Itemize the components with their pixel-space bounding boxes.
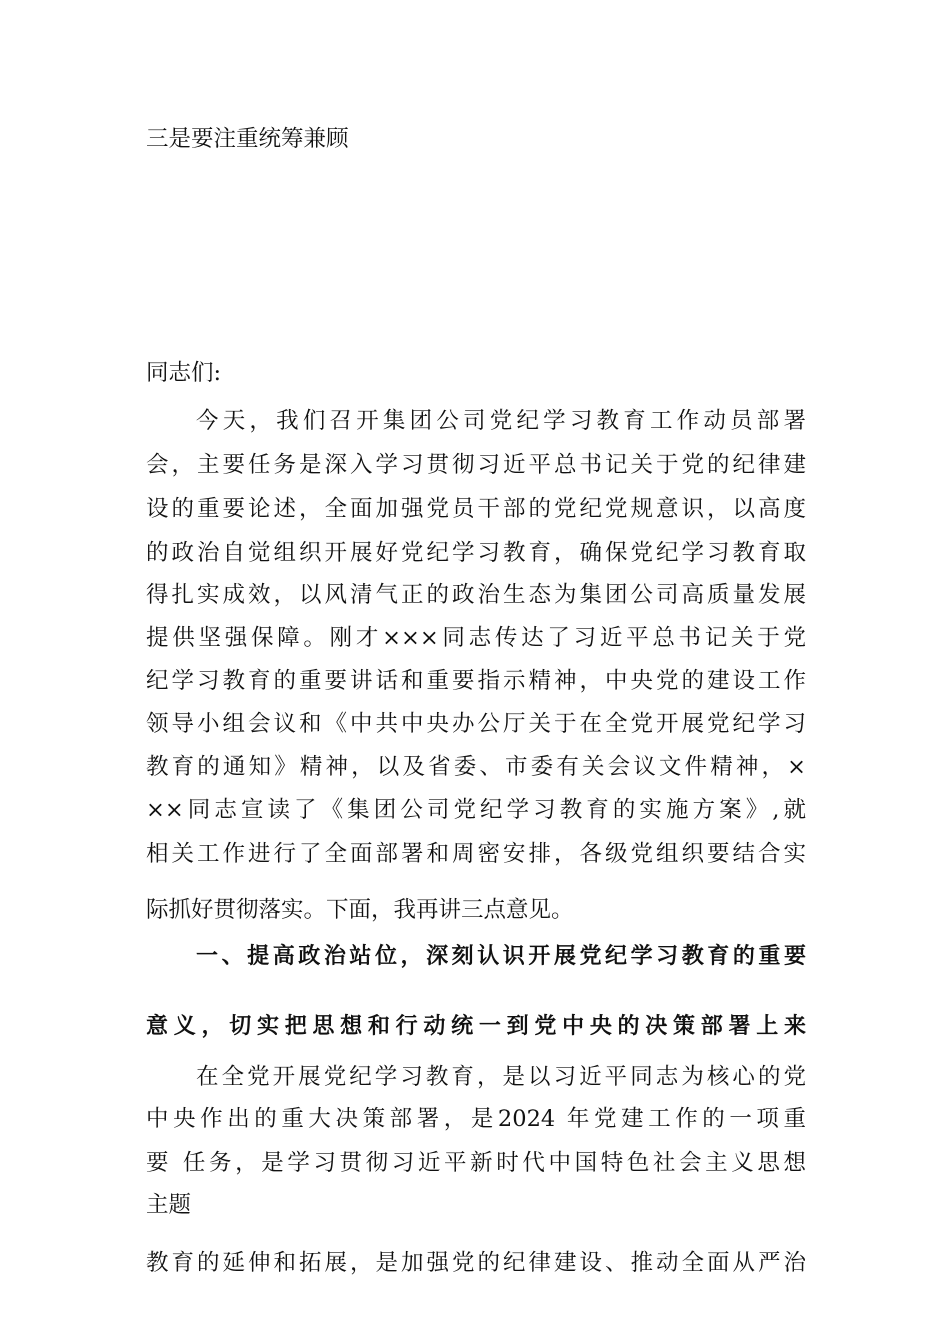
paragraph-line: 纪学习教育的重要讲话和重要指示精神，中央党的建设工作 <box>146 668 806 694</box>
paragraph-line: 相关工作进行了全面部署和周密安排，各级党组织要结合实 <box>146 841 806 867</box>
paragraph-line: 会，主要任务是深入学习贯彻习近平总书记关于党的纪律建 <box>146 452 806 478</box>
paragraph-line: 主题 <box>146 1192 192 1218</box>
paragraph-line: 领导小组会议和《中共中央办公厅关于在全党开展党纪学习 <box>146 711 806 737</box>
section-heading-line: 意义，切实把思想和行动统一到党中央的决策部署上来 <box>146 1014 806 1039</box>
paragraph-line: ××同志宣读了《集团公司党纪学习教育的实施方案》,就 <box>146 797 806 823</box>
paragraph-line: 设的重要论述，全面加强党员干部的党纪党规意识，以高度 <box>146 496 806 522</box>
paragraph-line: 提供坚强保障。刚才×××同志传达了习近平总书记关于党 <box>146 625 806 651</box>
paragraph-line: 中央作出的重大决策部署，是2024 年党建工作的一项重 <box>146 1106 806 1132</box>
paragraph-line: 要 任务，是学习贯彻习近平新时代中国特色社会主义思想 <box>146 1150 806 1176</box>
paragraph-line: 在全党开展党纪学习教育，是以习近平同志为核心的党 <box>196 1064 806 1090</box>
paragraph-line: 得扎实成效，以风清气正的政治生态为集团公司高质量发展 <box>146 582 806 608</box>
paragraph-line: 教育的通知》精神，以及省委、市委有关会议文件精神，× <box>146 754 806 780</box>
paragraph-line: 今天，我们召开集团公司党纪学习教育工作动员部署 <box>196 408 806 434</box>
paragraph-line: 的政治自觉组织开展好党纪学习教育，确保党纪学习教育取 <box>146 540 806 566</box>
top-heading: 三是要注重统筹兼顾 <box>146 126 349 152</box>
paragraph-line: 教育的延伸和拓展，是加强党的纪律建设、推动全面从严治 <box>146 1250 806 1276</box>
section-heading-line: 一、提高政治站位，深刻认识开展党纪学习教育的重要 <box>196 944 806 969</box>
paragraph-line: 际抓好贯彻落实。下面，我再讲三点意见。 <box>146 897 574 923</box>
salutation: 同志们: <box>146 360 222 386</box>
